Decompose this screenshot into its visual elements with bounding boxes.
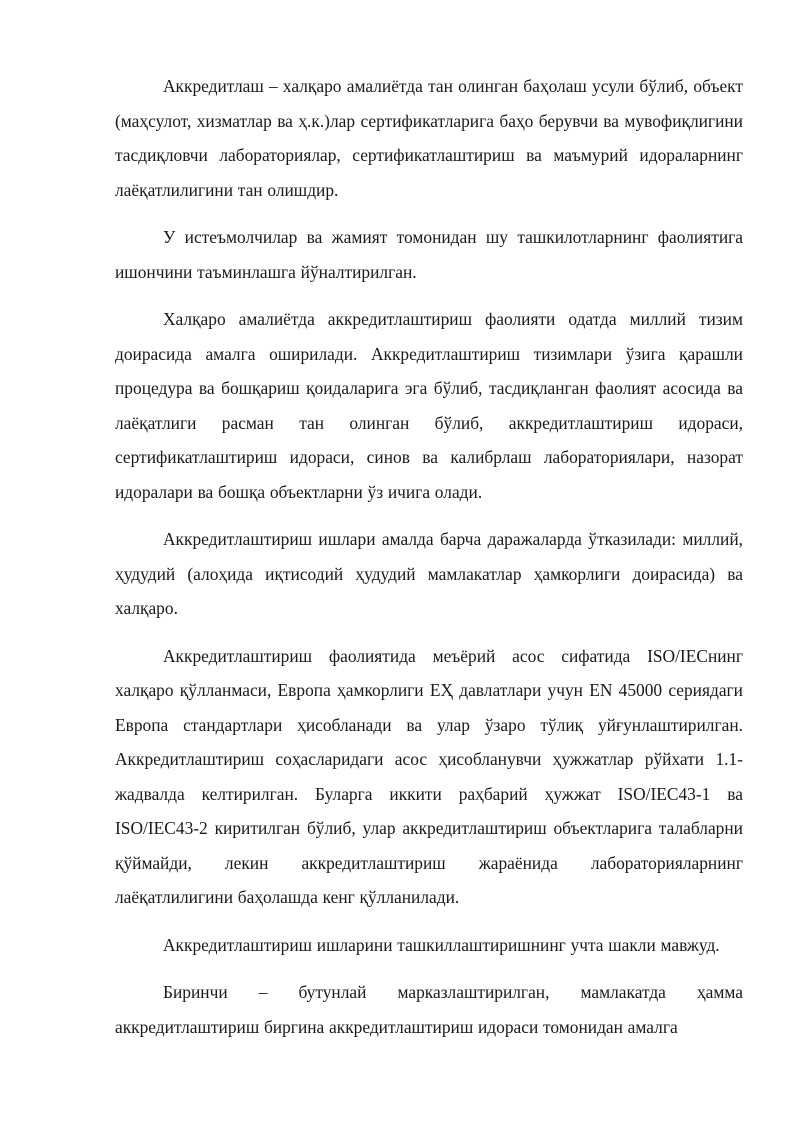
- paragraph-normative-basis: Аккредитлаштириш фаолиятида меъёрий асос сифатида ISO/IECнинг халқаро қўлланмаси, Европа ҳамкорлиги ЕҲ давлатлари учун EN 45000 сериядаги Европа стандартлари ҳисобланади ва улар ўзаро тўлиқ уйғунлаштирилган. Аккредитлаштириш соҳасларидаги асос ҳисобланувчи ҳужжатлар рўйхати 1.1-жадвалда келтирилган. Буларга иккити раҳбарий ҳужжат ISO/IEC43-1 ва ISO/IEC43-2 киритилган бўлиб, улар аккредитлаштириш объектларига талабларни қўймайди, лекин аккредитлаштириш жараёнида лабораторияларнинг лаёқатлилигини баҳолашда кенг қўлланилади.: [115, 645, 743, 907]
- paragraph-national-systems: Халқаро амалиётда аккредитлаштириш фаолияти одатда миллий тизим доирасида амалга оширилади. Аккредитлаштириш тизимлари ўзига қарашли процедура ва бошқариш қоидаларига эга бўлиб, тасдиқланган фаолият асосида ва лаёқатлиги расман тан олинган бўлиб, аккредитлаштириш идораси, сертификатлаштириш идораси, синов ва калибрлаш лабораториялари, назорат идоралари ва бошқа объектларни ўз ичига олади.: [115, 309, 743, 502]
- paragraph-first-form: Биринчи – бутунлай марказлаштирилган, мамлакатда ҳамма аккредитлаштириш биргина аккредитлаштириш идораси томонидан амалга: [115, 982, 743, 1037]
- paragraph-levels: Аккредитлаштириш ишлари амалда барча даражаларда ўтказилади: миллий, ҳудудий (алоҳида иқтисодий ҳудудий мамлакатлар ҳамкорлиги доирасида) ва халқаро.: [115, 529, 743, 618]
- document-body: [115, 69, 743, 1044]
- paragraph-accreditation-definition: Аккредитлаш – халқаро амалиётда тан олинган баҳолаш усули бўлиб, объект (маҳсулот, хизматлар ва ҳ.к.)лар сертификатларига баҳо берувчи ва мувофиқлигини тасдиқловчи лабораториялар, сертификатлаштириш ва маъмурий идораларнинг лаёқатлилигини тан олишдир.: [115, 76, 743, 200]
- paragraph-three-forms: Аккредитлаштириш ишларини ташкиллаштиришнинг учта шакли мавжуд.: [163, 934, 720, 955]
- paragraph-consumer-trust: У истеъмолчилар ва жамият томонидан шу ташкилотларнинг фаолиятига ишончини таъминлашга йўналтирилган.: [115, 227, 743, 282]
